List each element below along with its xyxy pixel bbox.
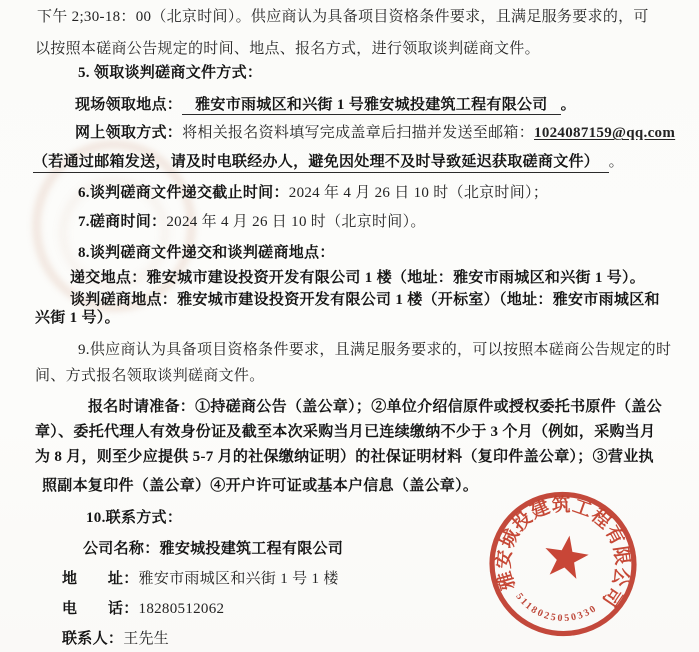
intro-line-1: 下午 2;30-18：00（北京时间）。供应商认为具备项目资格条件要求，且满足服务要求的，可	[37, 9, 649, 25]
contact-company-label: 公司名称：	[83, 541, 160, 557]
online-pickup-line	[75, 124, 675, 143]
email-note-period: 。	[608, 154, 624, 170]
negotiation-place-line-1: 谈判磋商地点：雅安城市建设投资开发有限公司 1 楼（开标室）（地址：雅安市雨城区和	[70, 292, 660, 308]
prepare-line-2: 章）、委托代理人有效身份证及截至本次采购当月已连续缴纳不少于 3 个月（例如，采购当月	[35, 424, 656, 440]
prepare-line-1: 报名时请准备：①持磋商公告（盖公章）；②单位介绍信原件或授权委托书原件（盖公	[88, 399, 662, 415]
onsite-pickup-label: 现场领取地点：	[75, 97, 183, 113]
onsite-pickup-address: 雅安市雨城区和兴街 1 号雅安城投建筑工程有限公司	[182, 97, 561, 115]
contact-address-line	[62, 570, 339, 589]
negotiation-time-label: 7.磋商时间：	[78, 214, 167, 230]
item9-line-2: 间、方式报名领取谈判磋商文件。	[35, 368, 265, 384]
contact-address-value: 雅安市雨城区和兴街 1 号 1 楼	[138, 571, 339, 587]
negotiation-time-value: 2024 年 4 月 26 日 10 时（北京时间）。	[166, 214, 426, 230]
seal-company-text: 雅安城投建筑工程有限公司	[494, 495, 632, 611]
deadline-value: 2024 年 4 月 26 日 10 时（北京时间）；	[288, 185, 549, 201]
onsite-pickup-line	[75, 96, 576, 115]
company-seal	[483, 484, 643, 644]
contact-phone-value: 18280512062	[138, 601, 225, 617]
online-pickup-text: 将相关报名资料填写完成盖章后扫描并发送至邮箱：	[182, 125, 535, 141]
prepare-line-3: 为 8 月，则至少应提供 5-7 月的社保缴纳证明）的社保证明材料（复印件盖公章）；③营业执	[35, 449, 654, 465]
submission-place-line: 递交地点：雅安城市建设投资开发有限公司 1 楼（地址：雅安市雨城区和兴街 1 号）。	[70, 270, 646, 286]
contact-address-label: 地 址：	[62, 571, 139, 587]
contact-person-line	[62, 630, 169, 649]
star-icon	[541, 532, 591, 580]
onsite-pickup-period: 。	[560, 97, 576, 113]
email-note-text: （若通过邮箱发送，请及时电联经办人，避免因处理不及时导致延迟获取磋商文件）	[33, 154, 609, 173]
contact-phone-line	[62, 600, 224, 619]
contact-person-value: 王先生	[123, 631, 170, 647]
online-pickup-label: 网上领取方式：	[75, 125, 183, 141]
negotiation-place-line-2: 兴街 1 号）。	[35, 310, 120, 326]
item5-heading: 5. 领取谈判磋商文件方式：	[78, 65, 263, 81]
contact-person-label: 联系人：	[62, 631, 124, 647]
seal-number-text: 5118025050330	[513, 591, 600, 625]
contact-phone-label: 电 话：	[62, 601, 139, 617]
contact-company-line	[83, 540, 343, 559]
item10-heading: 10.联系方式：	[86, 510, 183, 526]
item9-line-1: 9.供应商认为具备项目资格条件要求，且满足服务要求的，可以按照本磋商公告规定的时	[78, 342, 672, 358]
item8-heading: 8.谈判磋商文件递交和谈判磋商地点：	[78, 245, 335, 261]
email-note-line	[33, 153, 624, 172]
prepare-line-4: 照副本复印件（盖公章）④开户许可证或基本户信息（盖公章）。	[42, 478, 479, 494]
deadline-label: 6.谈判磋商文件递交截止时间：	[78, 185, 289, 201]
intro-line-2: 以按照本磋商公告规定的时间、地点、报名方式，进行领取谈判磋商文件。	[35, 41, 540, 57]
contact-email: 1024087159@qq.com	[534, 125, 676, 141]
deadline-line	[78, 184, 548, 203]
negotiation-time-line	[78, 213, 426, 232]
contact-company-value: 雅安城投建筑工程有限公司	[159, 541, 344, 557]
